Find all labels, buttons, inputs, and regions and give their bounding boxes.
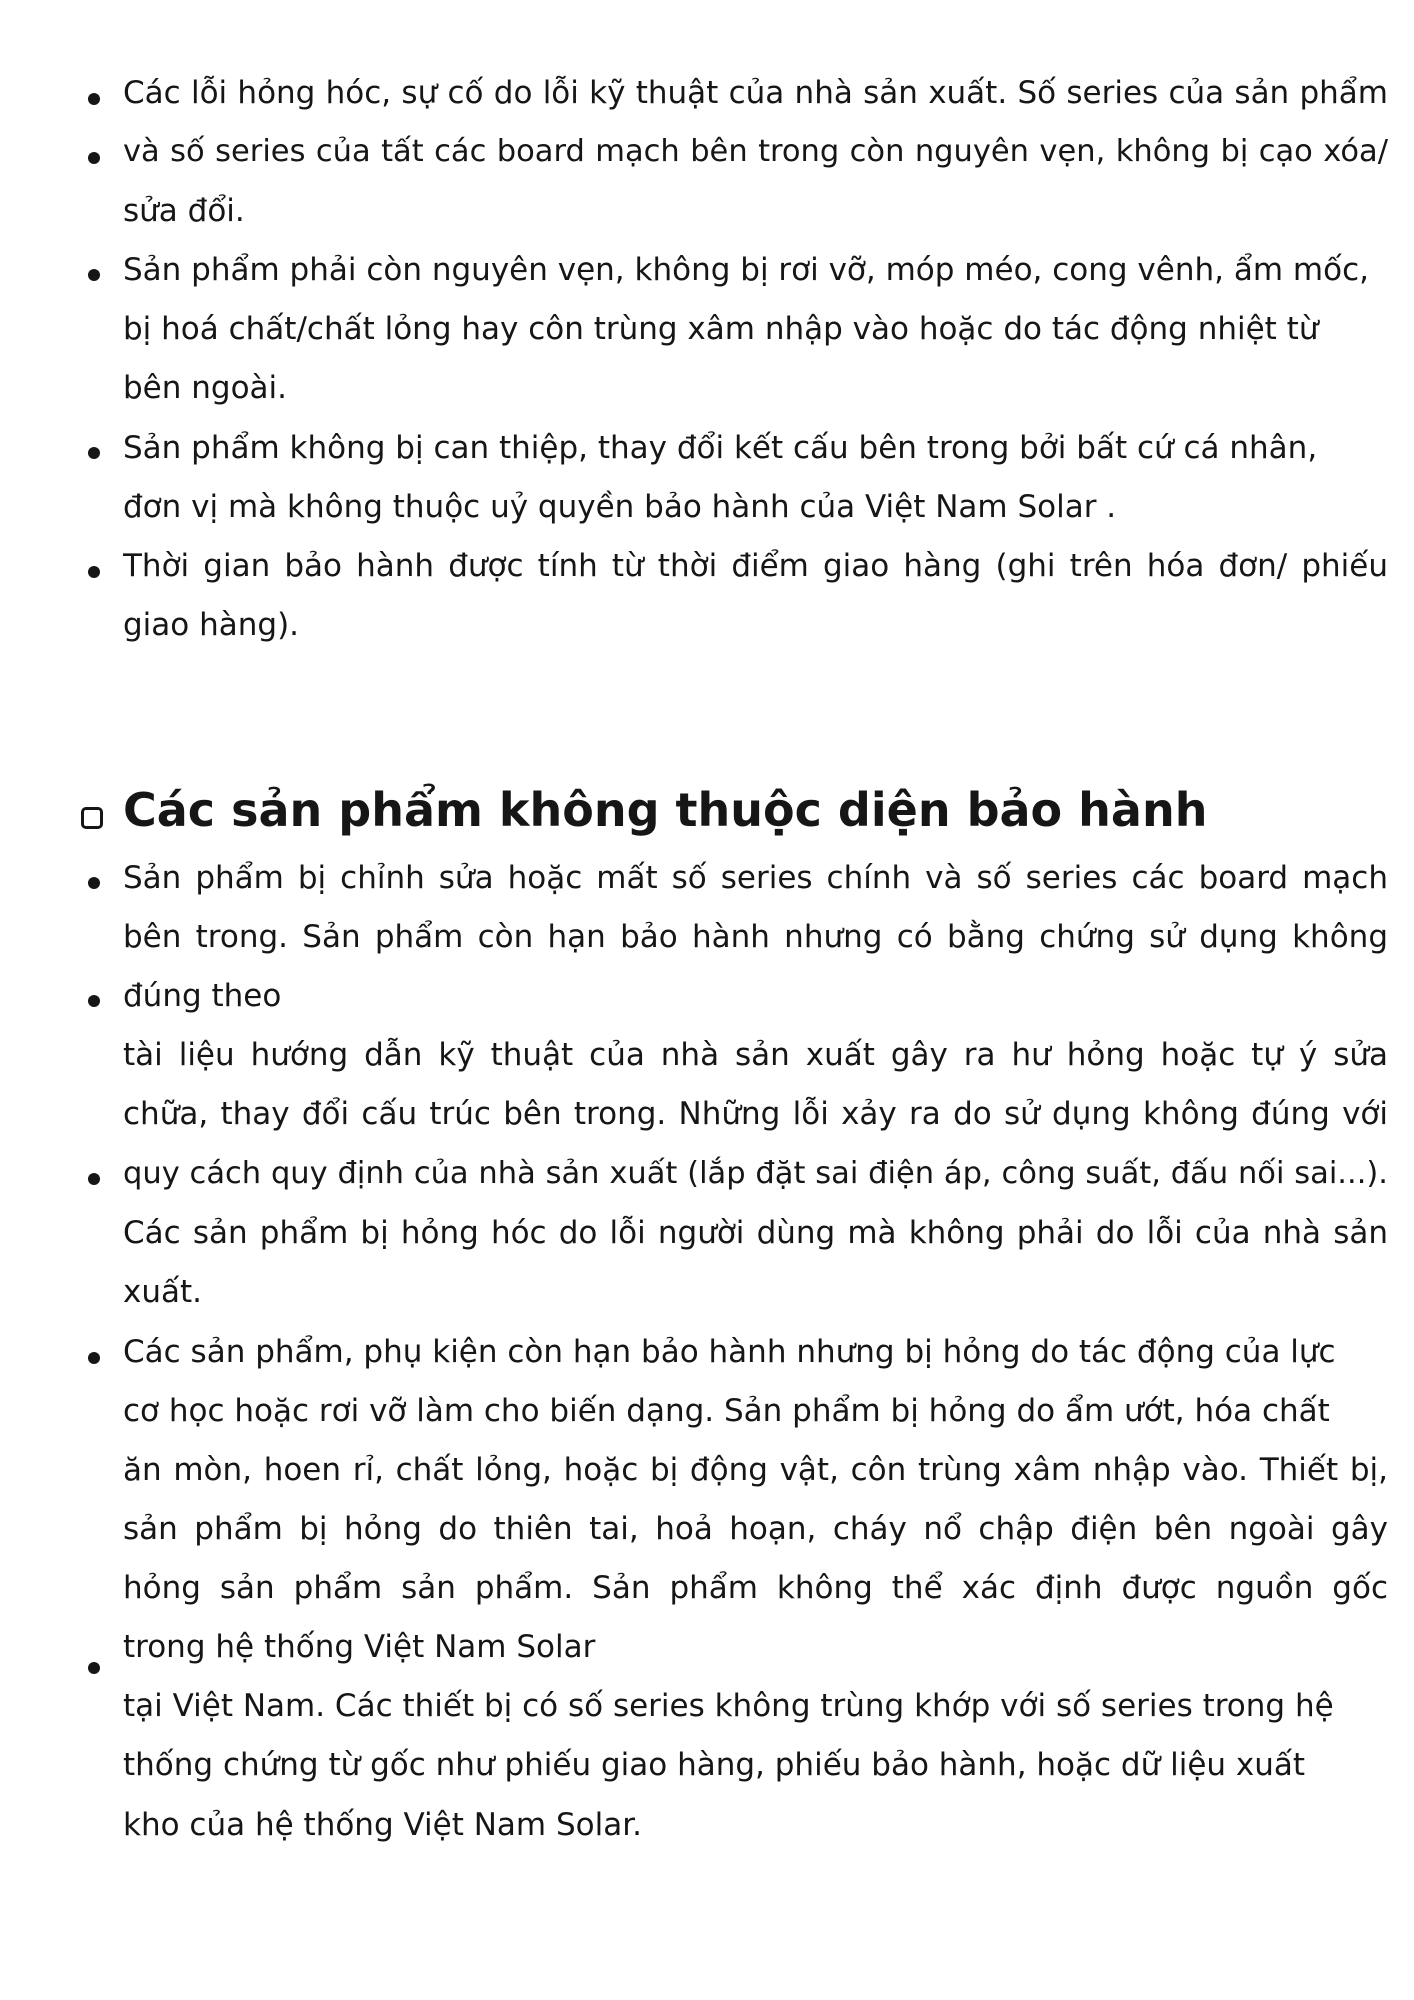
list1-line: Sản phẩm không bị can thiệp, thay đổi kết cấu bên trong bởi bất cứ cá nhân, bbox=[123, 430, 1318, 466]
bullet-dot bbox=[88, 1173, 100, 1185]
list2-line: quy cách quy định của nhà sản xuất (lắp đặt sai điện áp, công suất, đấu nối sai...). bbox=[123, 1156, 1388, 1191]
list2-line: chữa, thay đổi cấu trúc bên trong. Những lỗi xảy ra do sử dụng không đúng với bbox=[123, 1096, 1388, 1132]
bullet-dot bbox=[88, 269, 100, 281]
list2-line: kho của hệ thống Việt Nam Solar. bbox=[123, 1807, 642, 1843]
list1-line: Thời gian bảo hành được tính từ thời điểm giao hàng (ghi trên hóa đơn/ phiếu bbox=[123, 548, 1388, 584]
list2-line: cơ học hoặc rơi vỡ làm cho biến dạng. Sản phẩm bị hỏng do ẩm ướt, hóa chất bbox=[123, 1393, 1330, 1429]
bullet-dot bbox=[88, 93, 100, 105]
checkbox-square-icon bbox=[81, 807, 103, 829]
list1-line: giao hàng). bbox=[123, 607, 300, 643]
list1-line: bị hoá chất/chất lỏng hay côn trùng xâm nhập vào hoặc do tác động nhiệt từ bbox=[123, 311, 1319, 347]
bullet-dot bbox=[88, 447, 100, 459]
bullet-dot bbox=[88, 566, 100, 578]
list2-line: Các sản phẩm, phụ kiện còn hạn bảo hành nhưng bị hỏng do tác động của lực bbox=[123, 1334, 1336, 1370]
list1-line: và số series của tất các board mạch bên trong còn nguyên vẹn, không bị cạo xóa/ bbox=[123, 134, 1388, 169]
list2-line: thống chứng từ gốc như phiếu giao hàng, phiếu bảo hành, hoặc dữ liệu xuất bbox=[123, 1747, 1306, 1783]
list1-line: bên ngoài. bbox=[123, 370, 288, 406]
bullet-dot bbox=[88, 1352, 100, 1364]
list2-line: xuất. bbox=[123, 1274, 202, 1310]
list2-line: Các sản phẩm bị hỏng hóc do lỗi người dùng mà không phải do lỗi của nhà sản bbox=[123, 1215, 1388, 1251]
list2-line: tài liệu hướng dẫn kỹ thuật của nhà sản xuất gây ra hư hỏng hoặc tự ý sửa bbox=[123, 1037, 1388, 1073]
list1-line: sửa đổi. bbox=[123, 193, 245, 229]
list2-line: sản phẩm bị hỏng do thiên tai, hoả hoạn, cháy nổ chập điện bên ngoài gây bbox=[123, 1511, 1388, 1547]
list2-line: trong hệ thống Việt Nam Solar bbox=[123, 1629, 596, 1665]
list2-line: tại Việt Nam. Các thiết bị có số series không trùng khớp với số series trong hệ bbox=[123, 1688, 1334, 1724]
bullet-dot bbox=[88, 995, 100, 1007]
list1-line: Sản phẩm phải còn nguyên vẹn, không bị rơi vỡ, móp méo, cong vênh, ẩm mốc, bbox=[123, 252, 1369, 288]
list1-line: Các lỗi hỏng hóc, sự cố do lỗi kỹ thuật của nhà sản xuất. Số series của sản phẩm bbox=[123, 75, 1388, 111]
bullet-dot bbox=[88, 1662, 100, 1674]
bullet-dot bbox=[88, 152, 100, 164]
list1-line: đơn vị mà không thuộc uỷ quyền bảo hành của Việt Nam Solar . bbox=[123, 489, 1117, 525]
bullet-dot bbox=[88, 877, 100, 889]
list2-line: Sản phẩm bị chỉnh sửa hoặc mất số series chính và số series các board mạch bbox=[123, 860, 1388, 896]
list2-line: đúng theo bbox=[123, 978, 282, 1014]
list2-line: bên trong. Sản phẩm còn hạn bảo hành nhưng có bằng chứng sử dụng không bbox=[123, 919, 1388, 955]
section-heading: Các sản phẩm không thuộc diện bảo hành bbox=[123, 783, 1208, 837]
list2-line: ăn mòn, hoen rỉ, chất lỏng, hoặc bị động vật, côn trùng xâm nhập vào. Thiết bị, bbox=[123, 1452, 1388, 1488]
list2-line: hỏng sản phẩm sản phẩm. Sản phẩm không thể xác định được nguồn gốc bbox=[123, 1570, 1388, 1606]
